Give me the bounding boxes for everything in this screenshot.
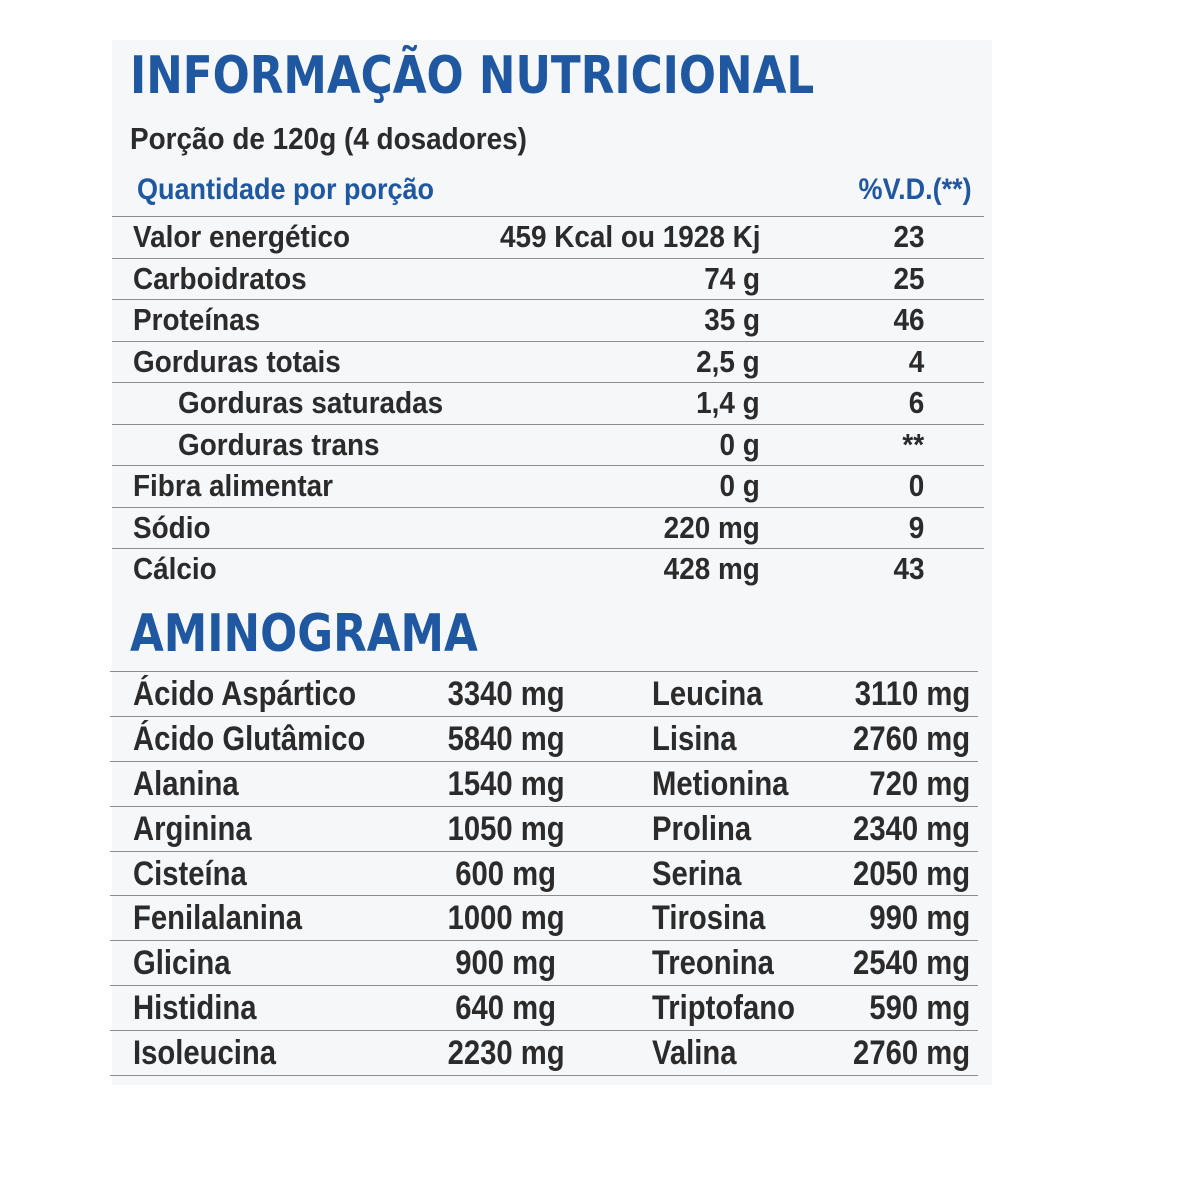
amino-acid-name: Treonina: [652, 944, 774, 983]
nutrient-dv: 9: [908, 509, 924, 545]
nutrition-row: [112, 299, 984, 341]
nutrient-name: Fibra alimentar: [133, 468, 334, 503]
nutrient-dv: 6: [908, 385, 924, 420]
portion-size: Porção de 120g (4 dosadores): [130, 121, 527, 156]
nutrient-amount: 35 g: [704, 302, 760, 337]
amino-acid-name: Alanina: [133, 764, 239, 803]
amino-acid-value: 720 mg: [869, 764, 970, 803]
nutrient-dv: 46: [892, 302, 924, 337]
nutrient-name: Gorduras totais: [133, 343, 341, 379]
nutrient-name: Sódio: [133, 509, 211, 545]
amino-acid-name: Lisina: [652, 719, 737, 758]
amino-acid-value: 590 mg: [869, 989, 970, 1028]
aminogram-row: [110, 985, 978, 1030]
aminogram-row: [110, 940, 978, 985]
amino-acid-name: Serina: [652, 854, 742, 893]
nutrient-amount: 428 mg: [663, 551, 760, 586]
amino-acid-name: Valina: [652, 1034, 737, 1073]
amino-acid-name: Ácido Aspártico: [133, 675, 357, 713]
aminogram-row: [110, 1030, 978, 1075]
amino-acid-value: 2340 mg: [852, 809, 970, 848]
nutrient-dv: **: [902, 426, 924, 462]
nutrient-name: Cálcio: [133, 551, 217, 586]
nutrition-row: [112, 382, 984, 424]
amino-acid-value: 3340 mg: [447, 675, 565, 713]
amino-acid-value: 1540 mg: [447, 764, 565, 803]
aminogram-row: [110, 851, 978, 896]
nutrient-amount: 2,5 g: [696, 343, 760, 379]
nutrient-amount: 0 g: [719, 468, 760, 503]
header-dv-label: %V.D.(**): [858, 173, 972, 206]
aminogram-row: [110, 671, 978, 716]
nutrition-title: INFORMAÇÃO NUTRICIONAL: [130, 46, 815, 106]
amino-acid-value: 1050 mg: [447, 809, 565, 848]
amino-acid-value: 900 mg: [455, 944, 556, 983]
nutrient-amount: 1,4 g: [696, 385, 760, 420]
amino-acid-value: 2230 mg: [447, 1034, 565, 1073]
nutrient-dv: 4: [908, 343, 924, 379]
amino-acid-value: 600 mg: [455, 854, 556, 893]
aminogram-row: [110, 761, 978, 806]
amino-acid-value: 5840 mg: [447, 719, 565, 758]
nutrition-row: [112, 258, 984, 300]
aminogram-title: AMINOGRAMA: [130, 604, 478, 664]
nutrition-row: [112, 424, 984, 466]
amino-acid-name: Leucina: [652, 675, 763, 713]
nutrient-dv: 25: [892, 260, 924, 296]
nutrient-amount: 220 mg: [663, 509, 760, 545]
nutrition-row: [112, 465, 984, 507]
amino-acid-value: 2540 mg: [852, 944, 970, 983]
amino-acid-name: Isoleucina: [133, 1034, 277, 1073]
nutrition-table: [112, 216, 984, 590]
aminogram-row: [110, 895, 978, 940]
header-quantity-label: Quantidade por porção: [137, 173, 435, 206]
nutrient-name: Gorduras trans: [178, 426, 380, 462]
nutrition-row: [112, 548, 984, 590]
nutrient-name: Proteínas: [133, 302, 261, 337]
amino-acid-value: 640 mg: [455, 989, 556, 1028]
amino-acid-name: Metionina: [652, 764, 789, 803]
amino-acid-value: 2760 mg: [852, 719, 970, 758]
nutrient-name: Gorduras saturadas: [178, 385, 444, 420]
aminogram-row: [110, 716, 978, 761]
amino-acid-value: 1000 mg: [447, 899, 565, 938]
amino-acid-name: Glicina: [133, 944, 231, 983]
amino-acid-name: Triptofano: [652, 989, 795, 1028]
nutrient-dv: 43: [892, 551, 924, 586]
nutrient-name: Valor energético: [133, 219, 351, 254]
nutrient-amount: 459 Kcal ou 1928 Kj: [499, 219, 760, 254]
amino-acid-value: 3110 mg: [854, 675, 970, 713]
amino-acid-name: Histidina: [133, 989, 257, 1028]
amino-acid-name: Cisteína: [133, 854, 247, 893]
aminogram-row: [110, 806, 978, 851]
nutrition-row: [112, 216, 984, 258]
amino-acid-name: Prolina: [652, 809, 752, 848]
amino-acid-name: Arginina: [133, 809, 252, 848]
amino-acid-name: Fenilalanina: [133, 899, 302, 938]
amino-acid-name: Ácido Glutâmico: [133, 719, 366, 758]
nutrient-amount: 0 g: [719, 426, 760, 462]
aminogram-table: [110, 671, 978, 1076]
nutrient-dv: 0: [908, 468, 924, 503]
amino-acid-value: 2760 mg: [852, 1034, 970, 1073]
nutrient-name: Carboidratos: [133, 260, 307, 296]
amino-acid-name: Tirosina: [652, 899, 766, 938]
nutrition-row: [112, 341, 984, 383]
nutrition-row: [112, 507, 984, 549]
amino-acid-value: 990 mg: [869, 899, 970, 938]
nutrient-dv: 23: [892, 219, 924, 254]
amino-acid-value: 2050 mg: [852, 854, 970, 893]
nutrition-header: [137, 168, 972, 212]
nutrient-amount: 74 g: [704, 260, 760, 296]
